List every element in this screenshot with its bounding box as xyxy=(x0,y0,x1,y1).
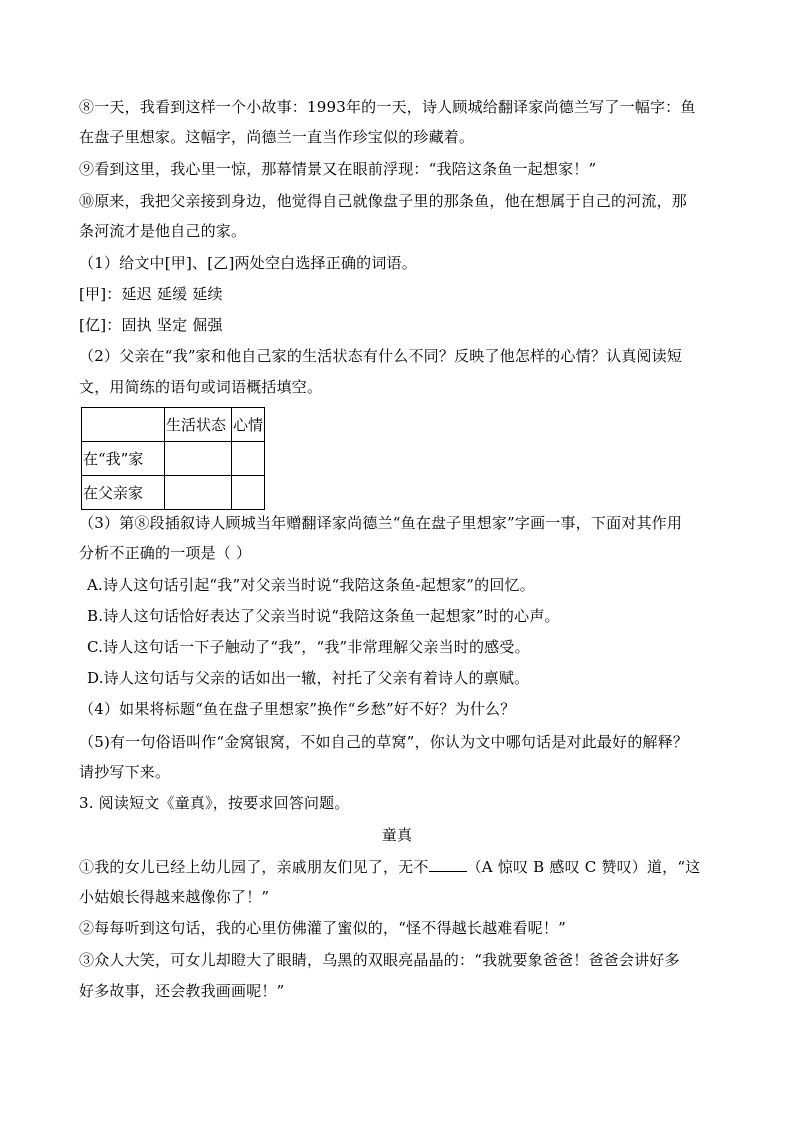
passage-text: ①我的女儿已经上幼儿园了，亲戚朋友们见了，无不 xyxy=(79,858,429,876)
answer-table xyxy=(81,407,265,510)
option-b: B.诗人这句话恰好表达了父亲当时说“我陪这条鱼一起想家”时的心声。 xyxy=(87,607,560,625)
table-cell xyxy=(165,442,232,476)
table-row-label: 在父亲家 xyxy=(82,476,165,510)
option-c: C.诗人这句话一下子触动了“我”，“我”非常理解父亲当时的感受。 xyxy=(87,638,530,656)
table-cell xyxy=(82,408,165,442)
question-2-line-1: （2）父亲在“我”家和他自己家的生活状态有什么不同？反映了他怎样的心情？认真阅读短 xyxy=(79,347,683,365)
table-header-row xyxy=(82,408,265,442)
table-row xyxy=(82,476,265,510)
option-d: D.诗人这句话与父亲的话如出一辙，衬托了父亲有着诗人的禀赋。 xyxy=(87,669,530,687)
option-a: A.诗人这句话引起“我”对父亲当时说“我陪这条鱼-起想家”的回忆。 xyxy=(87,576,535,594)
table-row xyxy=(82,442,265,476)
passage-text: （A 惊叹 B 感叹 C 赞叹）道，“这 xyxy=(466,858,701,876)
question-3-line-1: （3）第⑧段插叙诗人顾城当年赠翻译家尚德兰“鱼在盘子里想家”字画一事，下面对其作用 xyxy=(79,514,683,532)
table-row-label: 在“我”家 xyxy=(82,442,165,476)
passage-paragraph-3-line-2: 好多故事，还会教我画画呢！” xyxy=(79,982,285,1000)
section-3-heading: 3. 阅读短文《童真》，按要求回答问题。 xyxy=(79,794,350,812)
paragraph-9: ⑨看到这里，我心里一惊，那幕情景又在眼前浮现：“我陪这条鱼一起想家！” xyxy=(79,160,597,178)
answer-blank[interactable] xyxy=(429,857,467,872)
question-1-options-jia: [甲]：延迟 延缓 延续 xyxy=(79,285,223,303)
question-2-line-2: 文，用简练的语句或词语概括填空。 xyxy=(79,378,323,396)
passage-paragraph-1-line-1 xyxy=(79,857,700,877)
paragraph-10-line-1: ⑩原来，我把父亲接到身边，他觉得自己就像盘子里的那条鱼，他在想属于自己的河流，那 xyxy=(79,192,688,210)
passage-title: 童真 xyxy=(381,826,413,844)
passage-paragraph-2: ②每每听到这句话，我的心里仿佛灌了蜜似的，“怪不得越长越难看呢！” xyxy=(79,919,566,937)
question-4: （4）如果将标题“鱼在盘子里想家”换作“乡愁”好不好？为什么？ xyxy=(79,700,516,718)
paragraph-8-line-1: ⑧一天，我看到这样一个小故事：1993年的一天，诗人顾城给翻译家尚德兰写了一幅字：鱼 xyxy=(79,98,696,116)
question-5-line-2: 请抄写下来。 xyxy=(79,763,171,781)
paragraph-8-line-2: 在盘子里想家。这幅字，尚德兰一直当作珍宝似的珍藏着。 xyxy=(79,128,475,146)
table-cell xyxy=(232,476,265,510)
question-1-options-yi: [亿]：固执 坚定 倔强 xyxy=(79,316,223,334)
paragraph-10-line-2: 条河流才是他自己的家。 xyxy=(79,222,247,240)
table-header-state: 生活状态 xyxy=(165,408,232,442)
passage-paragraph-3-line-1: ③众人大笑，可女儿却瞪大了眼睛，乌黑的双眼亮晶晶的：“我就要象爸爸！爸爸会讲好多 xyxy=(79,951,680,969)
question-3-line-2: 分析不正确的一项是（ ） xyxy=(79,544,252,562)
table-cell xyxy=(232,442,265,476)
question-5-line-1: （5)有一句俗语叫作“金窝银窝，不如自己的草窝”，你认为文中哪句话是对此最好的解释？ xyxy=(79,733,689,751)
table-header-mood: 心情 xyxy=(232,408,265,442)
question-1: （1）给文中[甲]、[乙]两处空白选择正确的词语。 xyxy=(79,254,417,272)
table-cell xyxy=(165,476,232,510)
passage-paragraph-1-line-2: 小姑娘长得越来越像你了！” xyxy=(79,888,270,906)
